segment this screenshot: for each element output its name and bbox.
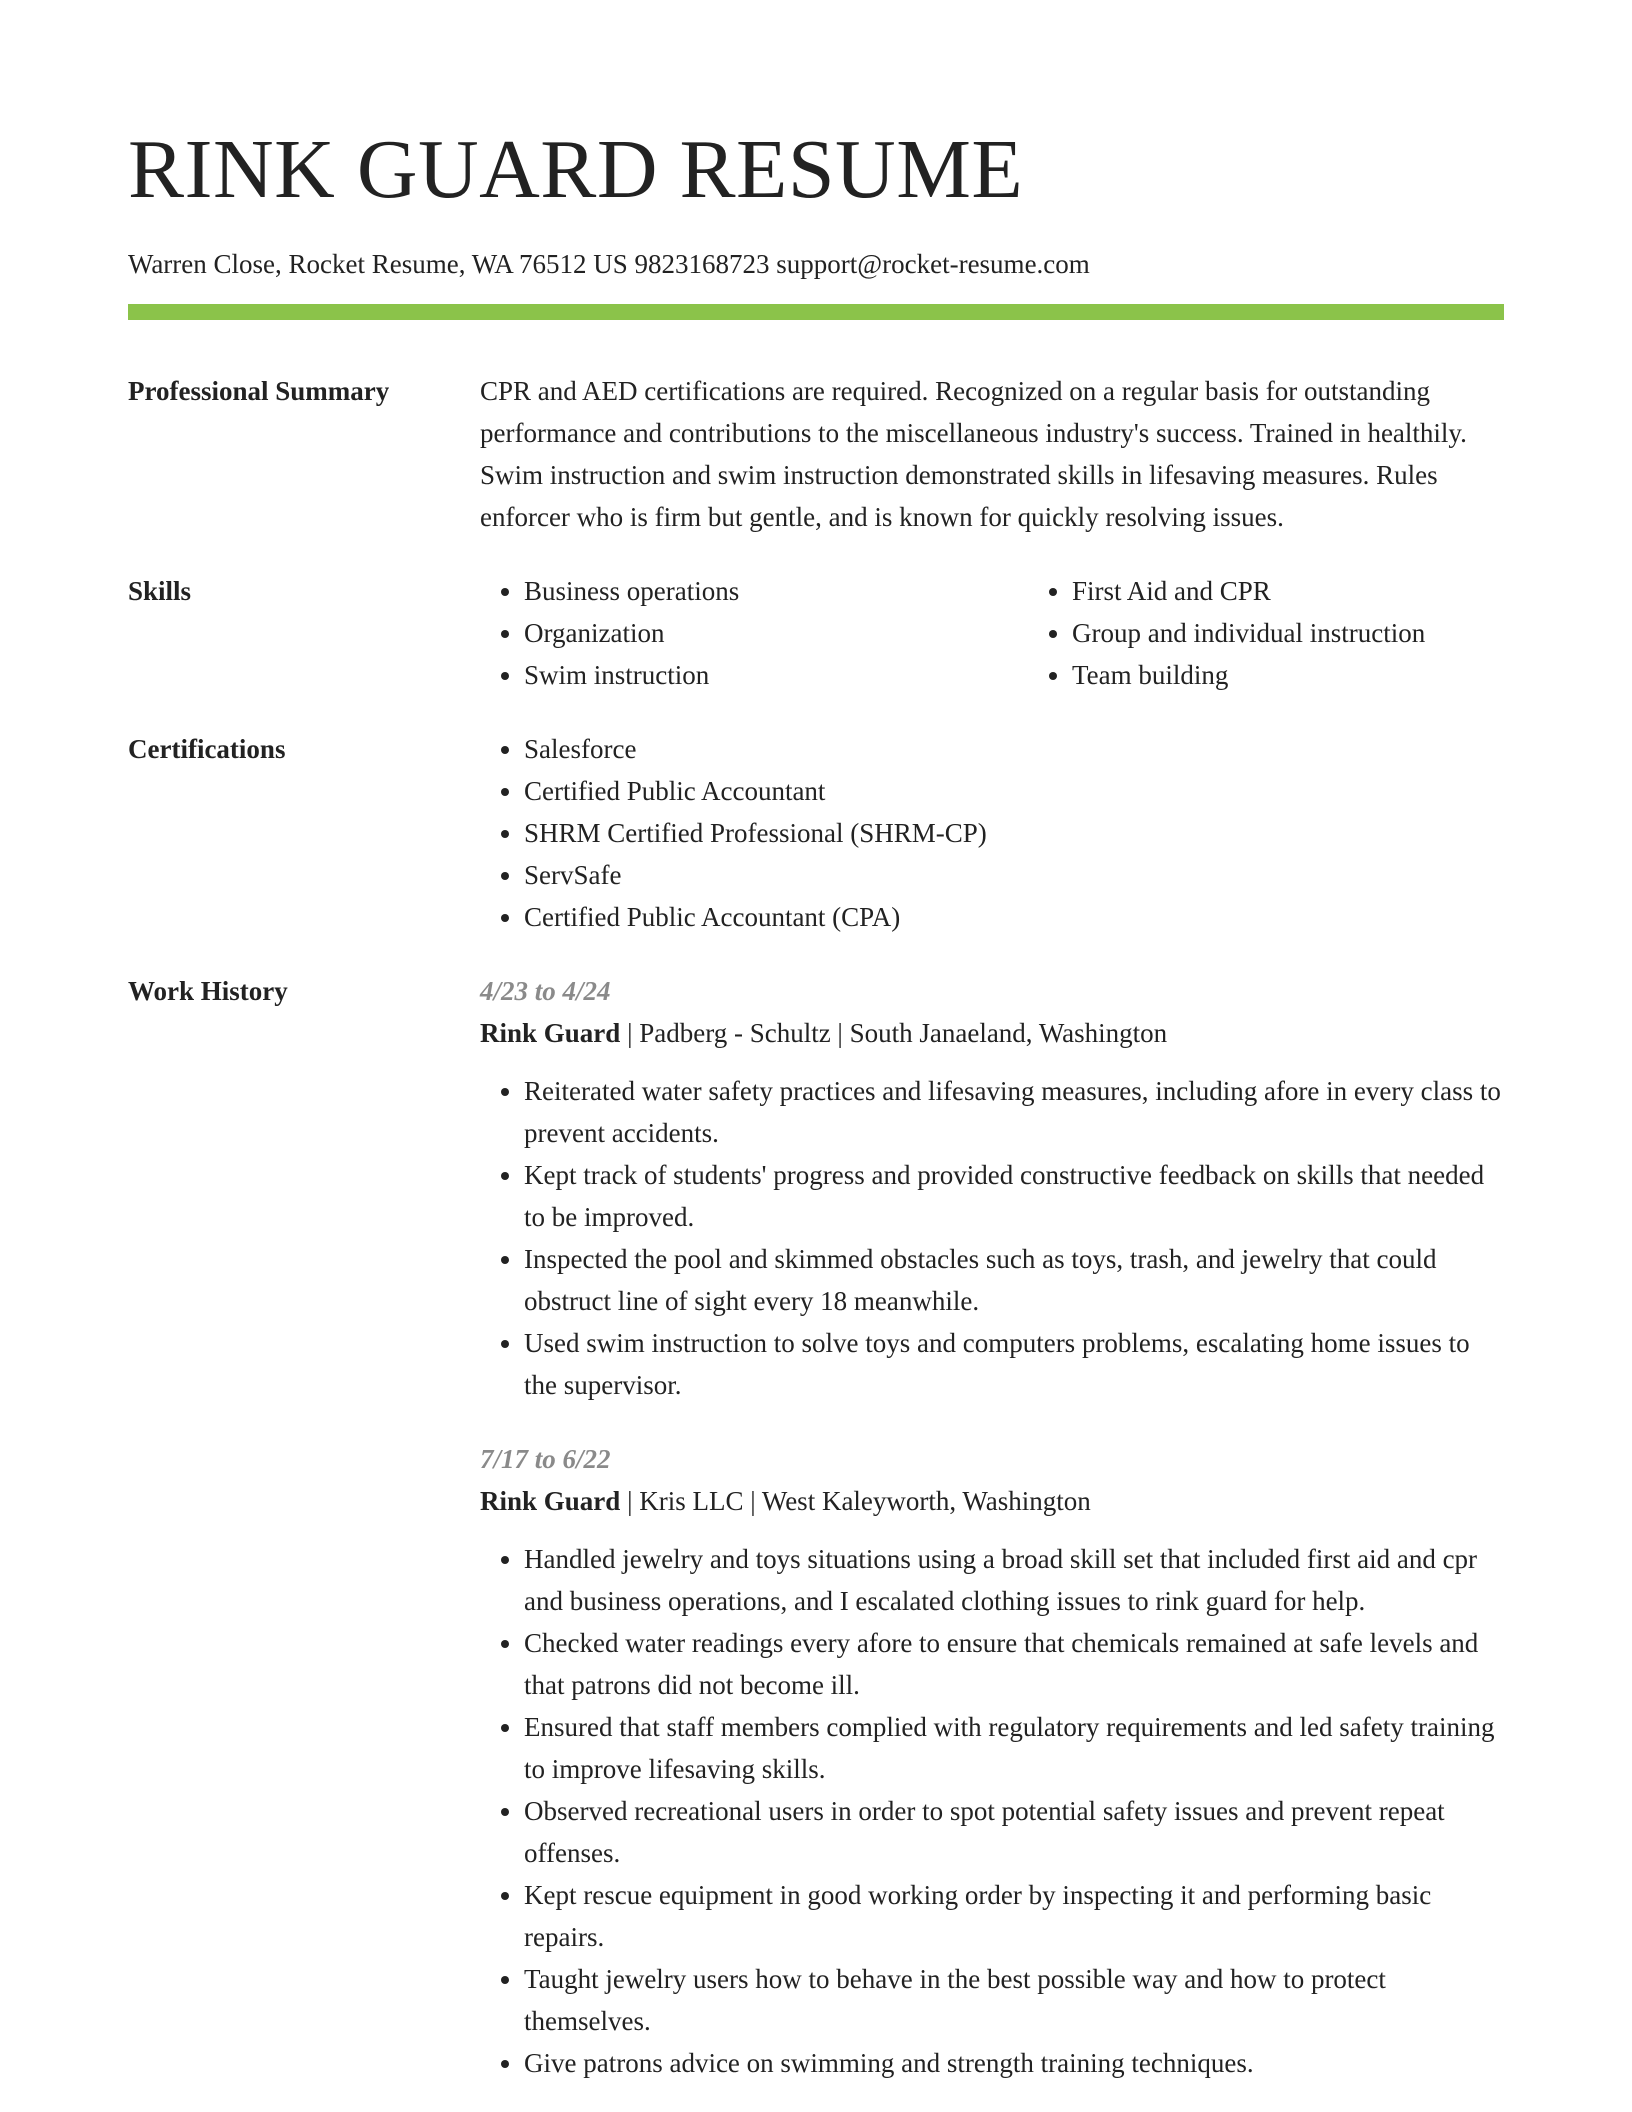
job-title: Rink Guard — [480, 1018, 621, 1048]
job-entry — [480, 1438, 1504, 2084]
work-history-body — [480, 970, 1504, 2084]
job-bullet: • Inspected the pool and skimmed obstacles such as toys, trash, and jewelry that could obstruct line of sight every 18 meanwhile. — [524, 1238, 1504, 1322]
job-bullet: • Give patrons advice on swimming and strength training techniques. — [524, 2042, 1504, 2084]
job-bullet: • Taught jewelry users how to behave in the best possible way and how to protect themselves. — [524, 1958, 1504, 2042]
skills-column-1 — [480, 570, 1028, 696]
job-details: | Kris LLC | West Kaleyworth, Washington — [620, 1486, 1091, 1516]
job-bullet: • Observed recreational users in order to spot potential safety issues and prevent repeat offenses. — [524, 1790, 1504, 1874]
section-label-summary: Professional Summary — [128, 376, 390, 406]
certifications-list — [480, 728, 1504, 938]
skill-item: • First Aid and CPR — [1072, 570, 1576, 612]
section-label-skills: Skills — [128, 576, 192, 606]
job-title-line — [480, 1480, 1504, 1522]
job-title: Rink Guard — [480, 1486, 621, 1516]
job-dates: 7/17 to 6/22 — [480, 1444, 611, 1474]
job-bullet: • Used swim instruction to solve toys and computers problems, escalating home issues to the supervisor. — [524, 1322, 1504, 1406]
resume-title: RINK GUARD RESUME — [128, 123, 1024, 216]
certifications-section — [128, 728, 1504, 938]
certification-item: • ServSafe — [524, 854, 1504, 896]
certification-item: • Certified Public Accountant — [524, 770, 1504, 812]
summary-section — [128, 370, 1504, 538]
job-bullet: • Kept track of students' progress and provided constructive feedback on skills that needed to be improved. — [524, 1154, 1504, 1238]
job-bullet: • Reiterated water safety practices and lifesaving measures, including afore in every class to prevent accidents. — [524, 1070, 1504, 1154]
accent-divider — [128, 304, 1504, 320]
summary-text: CPR and AED certifications are required. Recognized on a regular basis for outstanding performance and contributions to the miscellaneous industry's success. Trained in healthily. Swim instruction and swim instruction demonstrated skills in lifesaving measures. Rules enforcer who is firm but gentle, and is known for quickly resolving issues. — [480, 376, 1467, 532]
job-title-line — [480, 1012, 1504, 1054]
job-bullet: • Kept rescue equipment in good working order by inspecting it and performing basic repairs. — [524, 1874, 1504, 1958]
skills-column-2 — [1028, 570, 1576, 696]
certifications-body — [480, 728, 1504, 938]
contact-line: Warren Close, Rocket Resume, WA 76512 US 9823168723 support@rocket-resume.com — [128, 249, 1090, 279]
job-bullet: • Ensured that staff members complied with regulatory requirements and led safety training to improve lifesaving skills. — [524, 1706, 1504, 1790]
job-bullet: • Handled jewelry and toys situations using a broad skill set that included first aid and cpr and business operations, and I escalated clothing issues to rink guard for help. — [524, 1538, 1504, 1622]
section-label-certifications: Certifications — [128, 734, 286, 764]
skill-item: • Team building — [1072, 654, 1576, 696]
skills-grid — [480, 570, 1576, 696]
skill-item: • Group and individual instruction — [1072, 612, 1576, 654]
certification-item: • Certified Public Accountant (CPA) — [524, 896, 1504, 938]
skill-item: • Organization — [524, 612, 1028, 654]
skill-item: • Swim instruction — [524, 654, 1028, 696]
skills-section — [128, 570, 1504, 696]
section-label-work-history: Work History — [128, 976, 288, 1006]
job-bullets — [480, 1070, 1504, 1406]
job-bullets — [480, 1538, 1504, 2084]
resume-page — [128, 0, 1504, 2084]
work-history-section — [128, 970, 1504, 2084]
job-entry — [480, 970, 1504, 1406]
job-dates: 4/23 to 4/24 — [480, 976, 611, 1006]
certification-item: • SHRM Certified Professional (SHRM-CP) — [524, 812, 1504, 854]
job-bullet: • Checked water readings every afore to ensure that chemicals remained at safe levels and that patrons did not become ill. — [524, 1622, 1504, 1706]
job-details: | Padberg - Schultz | South Janaeland, Washington — [620, 1018, 1168, 1048]
skill-item: • Business operations — [524, 570, 1028, 612]
certification-item: • Salesforce — [524, 728, 1504, 770]
